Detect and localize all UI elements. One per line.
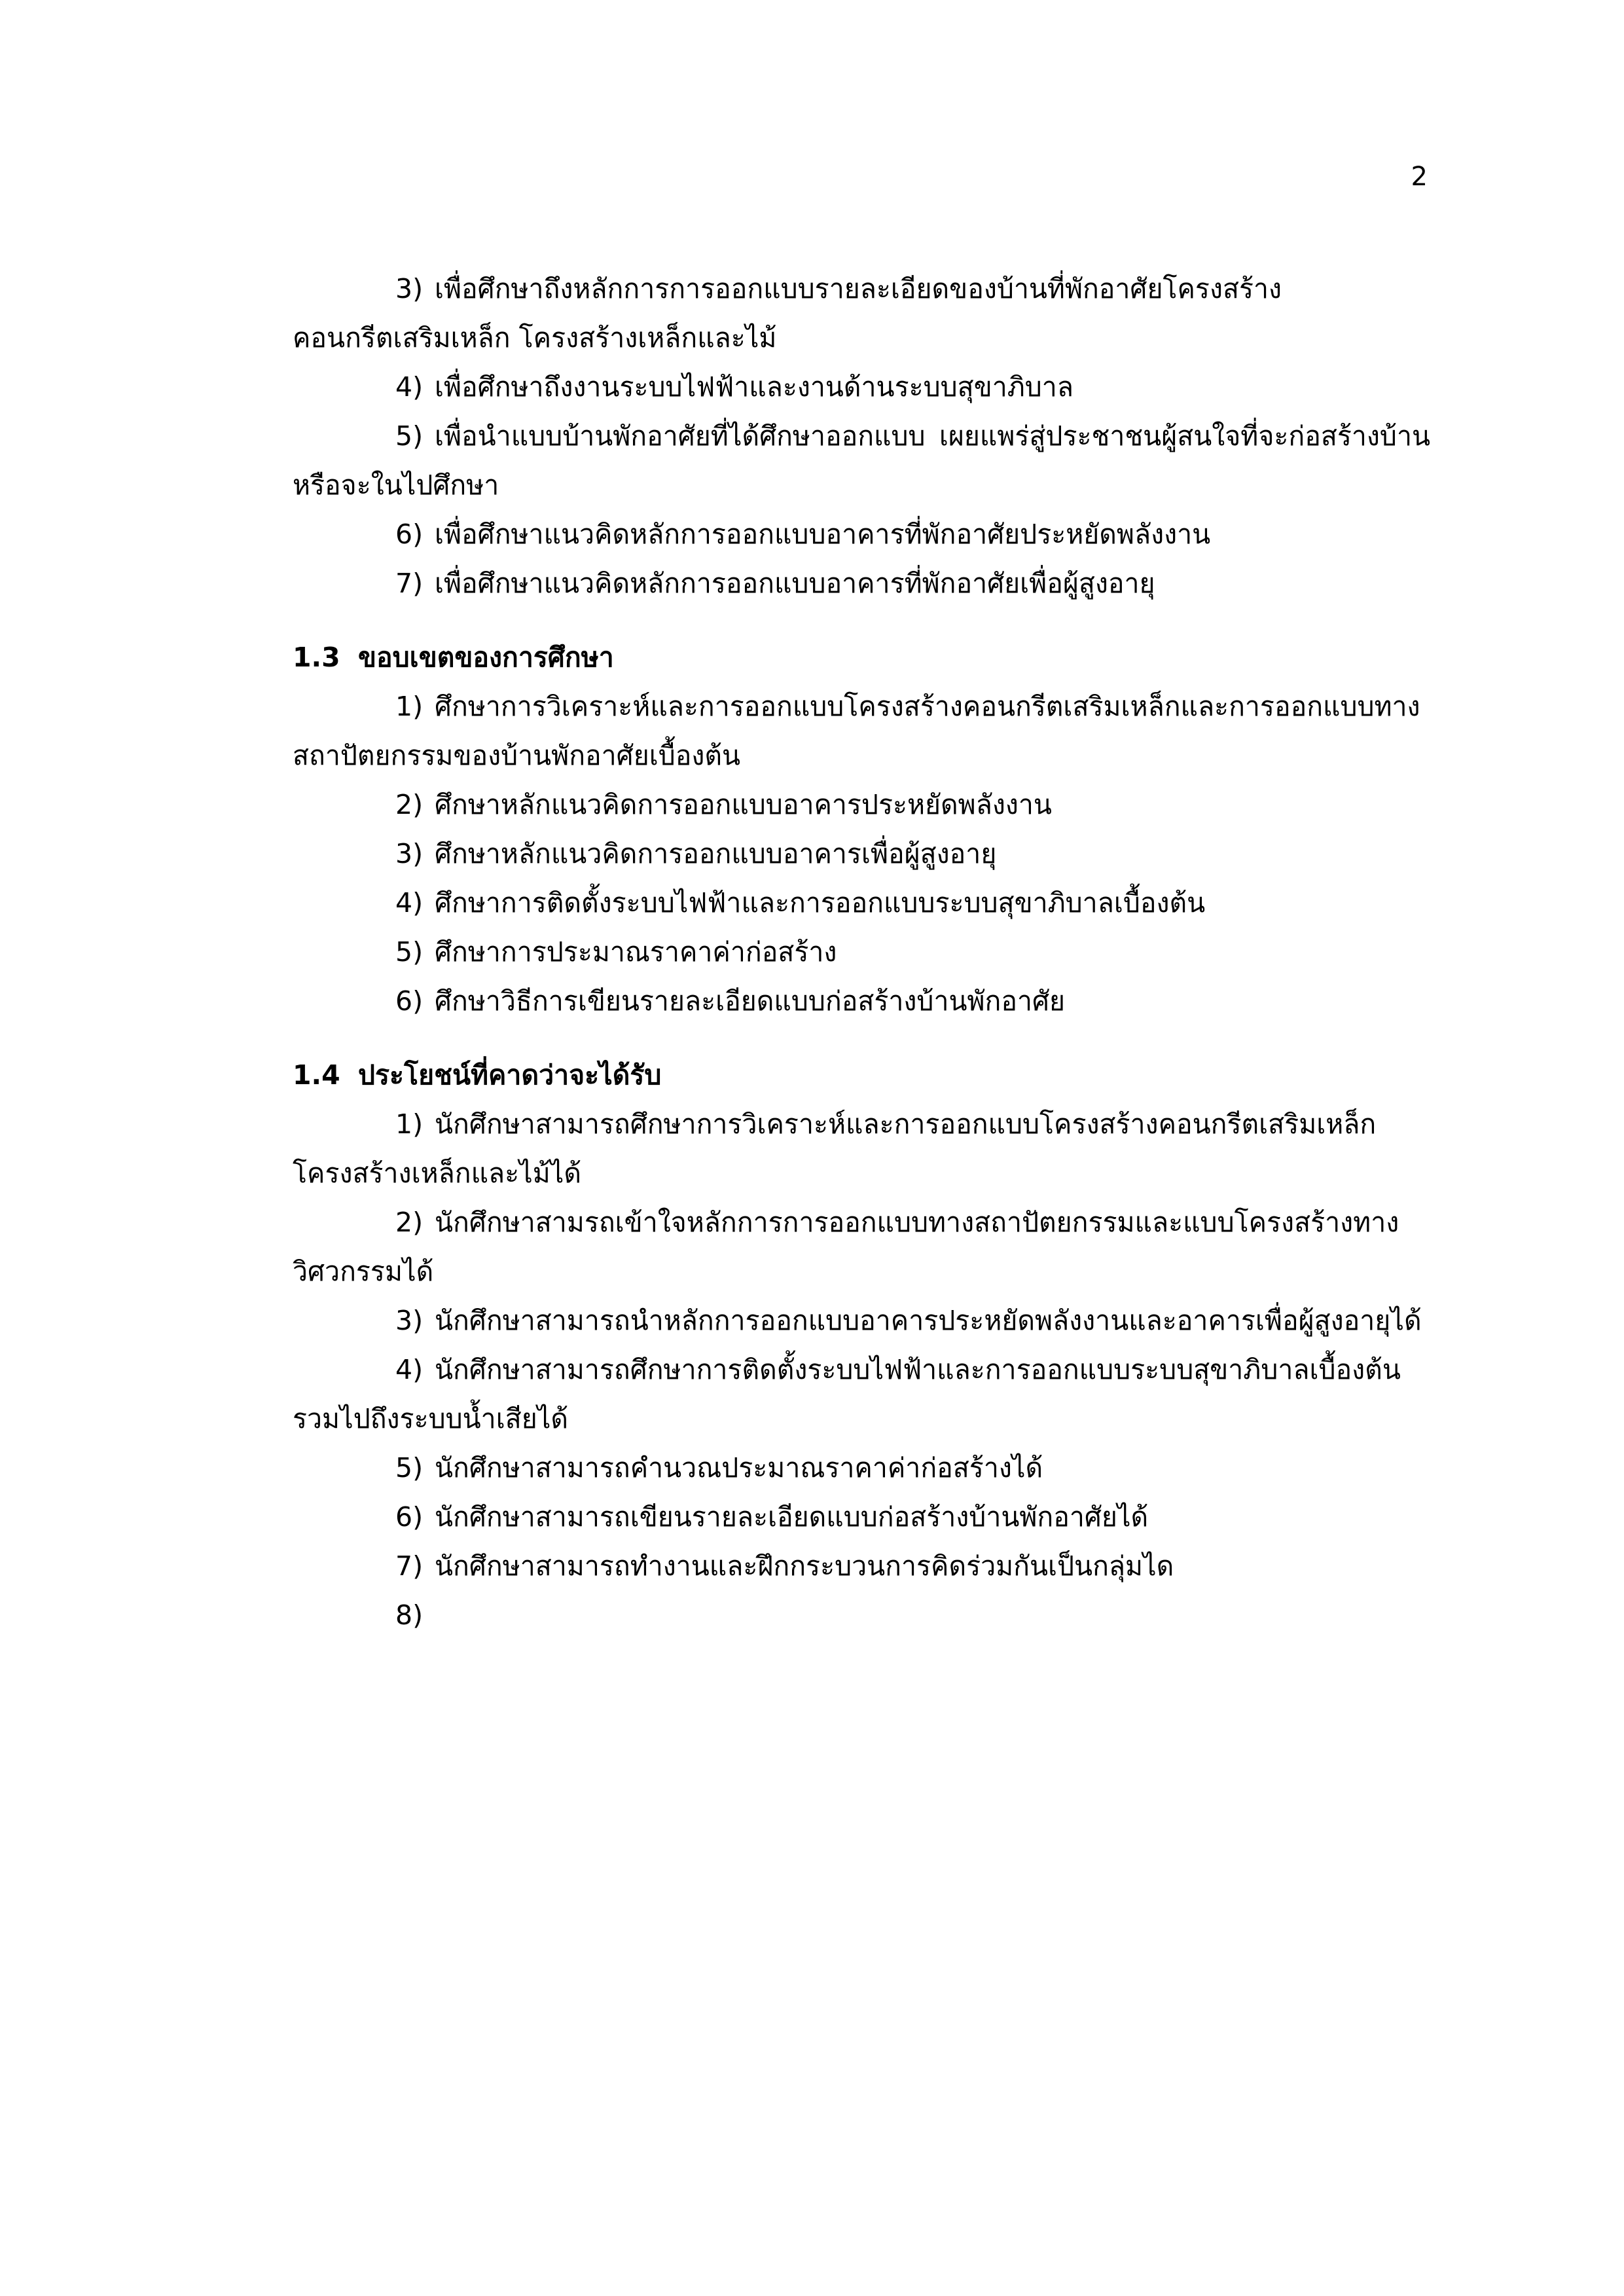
item-text: เพื่อศึกษาแนวคิดหลักการออกแบบอาคารที่พักอาศัยเพื่อผู้สูงอายุ	[435, 568, 1155, 599]
item-number: 2)	[395, 1207, 424, 1238]
section-number: 1.3	[293, 642, 340, 673]
item-number: 1)	[395, 691, 424, 722]
item-number: 6)	[395, 519, 424, 550]
item-number: 5)	[395, 936, 424, 968]
item-number: 1)	[395, 1108, 424, 1140]
scope-item-6	[293, 977, 1430, 1026]
item-text: ศึกษาหลักแนวคิดการออกแบบอาคารประหยัดพลังงาน	[435, 789, 1052, 820]
item-text: เพื่อศึกษาแนวคิดหลักการออกแบบอาคารที่พักอาศัยประหยัดพลังงาน	[435, 519, 1211, 550]
scope-item-5	[293, 928, 1430, 977]
objective-item-3	[293, 264, 1430, 363]
item-number: 3)	[395, 1305, 424, 1336]
scope-item-1	[293, 682, 1430, 780]
objective-item-5	[293, 412, 1430, 510]
item-text: ศึกษาวิธีการเขียนรายละเอียดแบบก่อสร้างบ้านพักอาศัย	[435, 985, 1066, 1017]
scope-item-2	[293, 780, 1430, 829]
objective-item-6	[293, 510, 1430, 559]
item-text: ศึกษาการติดตั้งระบบไฟฟ้าและการออกแบบระบบสุขาภิบาลเบื้องต้น	[435, 887, 1206, 919]
benefit-item-2	[293, 1198, 1430, 1296]
item-number: 7)	[395, 568, 424, 599]
section-heading-1-3	[293, 633, 1430, 682]
item-number: 6)	[395, 985, 424, 1017]
objectives-list	[293, 264, 1430, 608]
item-text: เพื่อศึกษาถึงงานระบบไฟฟ้าและงานด้านระบบสุขาภิบาล	[435, 371, 1074, 403]
item-text: เพื่อศึกษาถึงหลักการการออกแบบรายละเอียดของบ้านที่พักอาศัยโครงสร้างคอนกรีตเสริมเหล็ก โครงสร้างเหล็กและไม้	[293, 273, 1282, 354]
benefit-item-3	[293, 1296, 1430, 1345]
scope-item-3	[293, 829, 1430, 879]
item-text: นักศึกษาสามารถทำงานและฝึกกระบวนการคิดร่วมกันเป็นกลุ่มได	[435, 1550, 1174, 1582]
benefit-item-4	[293, 1345, 1430, 1444]
item-number: 4)	[395, 1354, 424, 1385]
page-content	[293, 264, 1430, 1640]
benefit-item-5	[293, 1444, 1430, 1493]
item-number: 3)	[395, 838, 424, 869]
scope-list	[293, 682, 1430, 1026]
section-heading-1-4	[293, 1051, 1430, 1100]
item-number: 5)	[395, 1452, 424, 1484]
item-number: 7)	[395, 1550, 424, 1582]
section-title: ประโยชน์ที่คาดว่าจะได้รับ	[358, 1059, 662, 1091]
section-number: 1.4	[293, 1059, 340, 1091]
item-text: นักศึกษาสามารถเขียนรายละเอียดแบบก่อสร้างบ้านพักอาศัยได้	[435, 1501, 1149, 1533]
item-number: 3)	[395, 273, 424, 304]
benefit-item-8	[293, 1591, 1430, 1640]
item-text: นักศึกษาสามารถศึกษาการวิเคราะห์และการออกแบบโครงสร้างคอนกรีตเสริมเหล็กโครงสร้างเหล็กและไม้ได้	[293, 1108, 1377, 1189]
item-number: 8)	[395, 1599, 424, 1631]
item-number: 4)	[395, 887, 424, 919]
benefit-item-7	[293, 1542, 1430, 1591]
benefit-item-1	[293, 1100, 1430, 1198]
item-text: ศึกษาการประมาณราคาค่าก่อสร้าง	[435, 936, 837, 968]
benefit-item-6	[293, 1493, 1430, 1542]
item-text: เพื่อนำแบบบ้านพักอาศัยที่ได้ศึกษาออกแบบ เผยแพร่สู่ประชาชนผู้สนใจที่จะก่อสร้างบ้านหรือจะในไปศึกษา	[293, 420, 1430, 501]
benefits-list	[293, 1100, 1430, 1640]
item-text: นักศึกษาสามารถคำนวณประมาณราคาค่าก่อสร้างได้	[435, 1452, 1043, 1484]
item-text: นักศึกษาสามารถศึกษาการติดตั้งระบบไฟฟ้าและการออกแบบระบบสุขาภิบาลเบื้องต้นรวมไปถึงระบบน้ำเสียได้	[293, 1354, 1401, 1434]
section-title: ขอบเขตของการศึกษา	[358, 642, 614, 673]
page-number: 2	[1411, 162, 1428, 192]
objective-item-4	[293, 363, 1430, 412]
objective-item-7	[293, 559, 1430, 608]
item-number: 2)	[395, 789, 424, 820]
item-number: 5)	[395, 420, 424, 452]
item-number: 6)	[395, 1501, 424, 1533]
item-text: ศึกษาการวิเคราะห์และการออกแบบโครงสร้างคอนกรีตเสริมเหล็กและการออกแบบทางสถาปัตยกรรมของบ้านพักอาศัยเบื้องต้น	[293, 691, 1420, 771]
item-text: ศึกษาหลักแนวคิดการออกแบบอาคารเพื่อผู้สูงอายุ	[435, 838, 997, 869]
item-text: นักศึกษาสามรถเข้าใจหลักการการออกแบบทางสถาปัตยกรรมและแบบโครงสร้างทางวิศวกรรมได้	[293, 1207, 1399, 1287]
item-text: นักศึกษาสามารถนำหลักการออกแบบอาคารประหยัดพลังงานและอาคารเพื่อผู้สูงอายุได้	[435, 1305, 1422, 1336]
scope-item-4	[293, 879, 1430, 928]
item-number: 4)	[395, 371, 424, 403]
